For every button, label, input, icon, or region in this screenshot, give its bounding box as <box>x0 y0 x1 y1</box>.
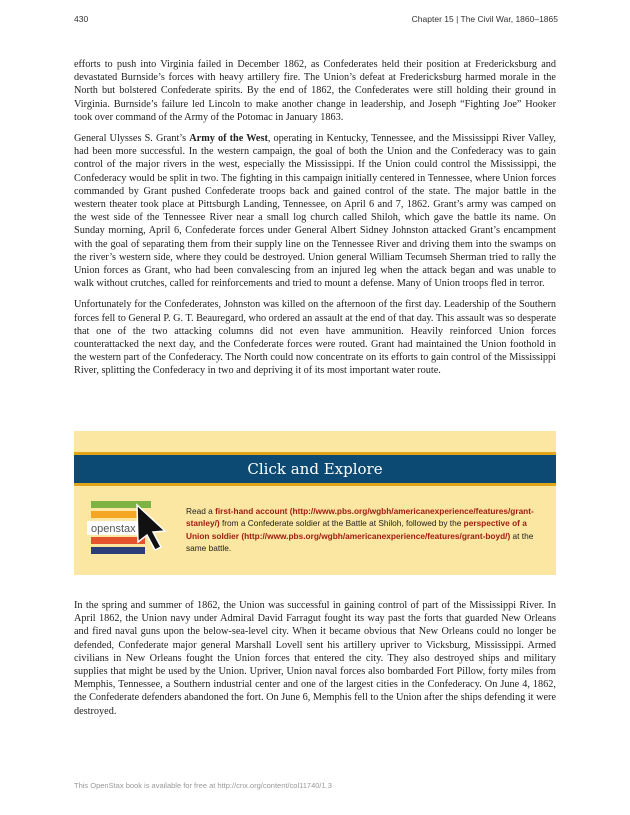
main-text-continued <box>74 599 556 718</box>
click-and-explore-title: Click and Explore <box>247 460 383 478</box>
union-soldier-perspective-link[interactable]: perspective of a Union soldier (http://www.pbs.org/wgbh/americanexperience/features/grant-boyd/) <box>186 518 527 541</box>
click-and-explore-text <box>186 505 546 555</box>
click-and-explore-box <box>74 431 556 575</box>
page-footer: This OpenStax book is available for free at http://cnx.org/content/col11740/1.3 <box>74 781 332 790</box>
ce-text-part-1: Read a <box>186 506 216 516</box>
key-term-army-of-the-west: Army of the West <box>189 133 268 145</box>
ce-text-part-2: from a Confederate soldier at the Battle at Shiloh, followed by the <box>219 518 464 529</box>
paragraph-2-lead: General Ulysses S. Grant’s <box>74 133 190 145</box>
paragraph-3: Unfortunately for the Confederates, Johnston was killed on the afternoon of the first day. Leadership of the Southern forces fell to General P. G. T. Beauregard, who ordered an assault at the end of that day. This assault was so desperate that one of the two attacking columns did not even have ammunition. Heavily reinforced Union forces counterattacked the next day, and the Confederate forces were routed. Grant had maintained the Union foothold in the western part of the Confederacy. The North could now concentrate on its efforts to gain control of the Mississippi River, splitting the Confederacy in two and depriving it of its most important water route. <box>74 299 556 377</box>
openstax-logo-text: openstax <box>91 523 136 535</box>
paragraph-4: In the spring and summer of 1862, the Union was successful in gaining control of part of the Mississippi River. In April 1862, the Union navy under Admiral David Farragut fought its way past the forts that guarded New Orleans and fired naval guns upon the below-sea-level city. When it became obvious that New Orleans could no longer be defended, Confederate major general Marshall Lovell sent his artillery upriver to Vicksburg, Mississippi. Armed civilians in New Orleans fought the Union forces that entered the city. They also destroyed ships and military supplies that might be used by the Union. Upriver, Union naval forces also bombarded Fort Pillow, forty miles from Memphis, Tennessee, a Southern industrial center and one of the largest cities in the Confederacy. On June 4, 1862, the Confederate defenders abandoned the fort. On June 6, Memphis fell to the Union after the ships defending it were destroyed. <box>74 600 556 717</box>
page-header <box>74 14 558 28</box>
chapter-title: Chapter 15 | The Civil War, 1860–1865 <box>411 14 558 24</box>
openstax-cursor-icon <box>87 501 177 557</box>
first-hand-account-link[interactable]: first-hand account (http://www.pbs.org/wgbh/americanexperience/features/grant-stanley/) <box>186 506 534 529</box>
ce-text-part-3: at the same battle. <box>186 530 534 554</box>
click-and-explore-banner <box>74 452 556 486</box>
paragraph-2-rest: , operating in Kentucky, Tennessee, and the Mississippi River Valley, had been more successful. In the western campaign, the goal of both the Union and the Confederacy was to gain control of the major rivers in the west, especially the Mississippi. If the Union could control the Mississippi, the Confederacy would be split in two. The fighting in this campaign initially centered in Tennessee, where Union forces commanded by Grant pushed Confederate troops back and gained control of the state. The major battle in the western theater took place at Pittsburgh Landing, Tennessee, on April 6 and 7, 1862. Grant’s army was camped on the west side of the Tennessee River near a small log church called Shiloh, which gave the battle its name. On Sunday morning, April 6, Confederate forces under General Albert Sidney Johnston attacked Grant’s encampment with the goal of separating them from their supply line on the Tennessee River and driving them into the swamps on the river’s western side, where they could be destroyed. Union general William Tecumseh Sherman tried to rally the Union forces as Grant, who had been convalescing from an injured leg when the attack began and was unable to walk without crutches, called for reinforcements and tried to mount a defense. Many of Union troops fled in terror. <box>74 133 556 290</box>
page-number: 430 <box>74 14 89 24</box>
paragraph-2 <box>74 132 556 290</box>
main-text <box>74 58 556 386</box>
paragraph-1: efforts to push into Virginia failed in December 1862, as Confederates held their position at Fredericksburg and devastated Burnside’s forces with heavy artillery fire. The Union’s defeat at Fredericksburg harmed morale in the North but bolstered Confederate spirits. By the end of 1862, the Confederates were still holding their ground in Virginia. Burnside’s failure led Lincoln to make another change in leadership, and Joseph “Fighting Joe” Hooker took over command of the Army of the Potomac in January 1863. <box>74 59 556 123</box>
